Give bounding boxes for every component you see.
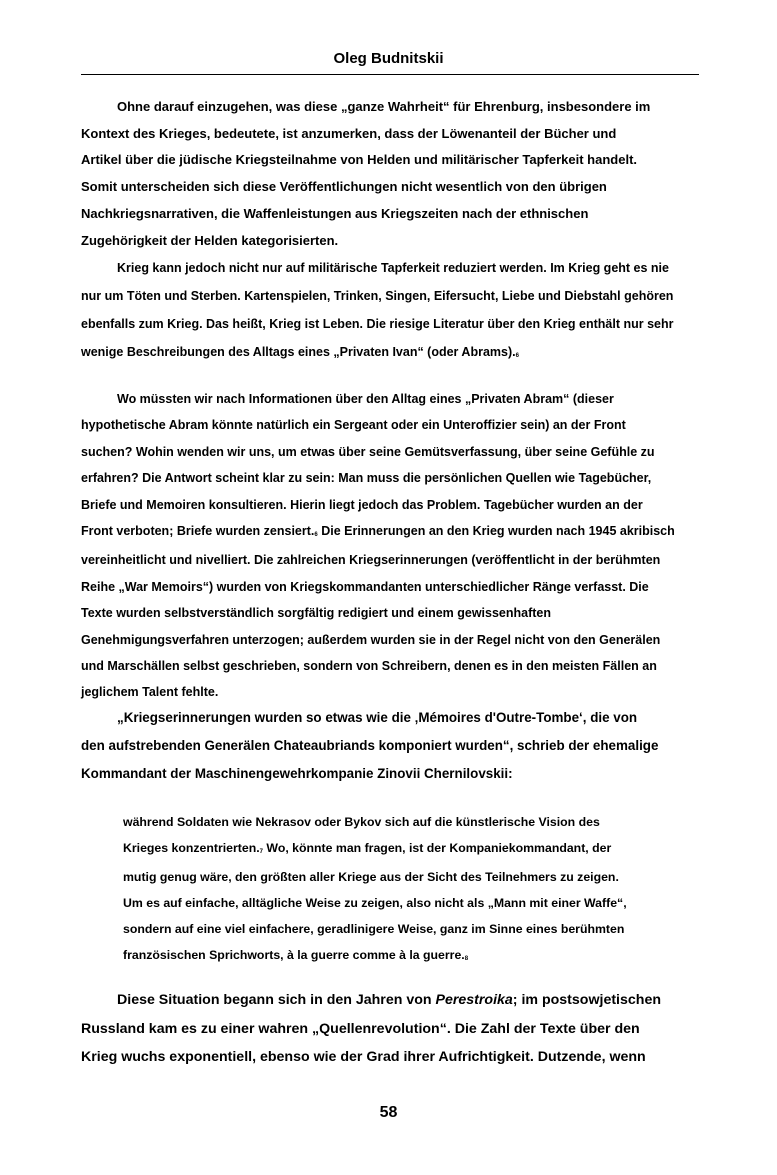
text-line — [81, 338, 699, 369]
paragraph-3 — [81, 386, 699, 706]
quote-line-part: Wo, könnte man fragen, ist der Kompaniekommandant, der — [263, 841, 612, 855]
emphasis-perestroika: Perestroika — [435, 992, 513, 1008]
header-rule — [81, 74, 699, 75]
text-line: suchen? Wohin wenden wir uns, um etwas über seine Gemütsverfassung, über seine Gefühle zu — [81, 444, 655, 459]
text-line-part: Diese Situation begann sich in den Jahren von — [117, 992, 436, 1008]
text-line — [81, 986, 699, 1015]
text-line-part: Die Erinnerungen an den Krieg wurden nach 1945 akribisch — [317, 524, 675, 539]
text-line-part: wenige Beschreibungen des Alltags eines „Privaten Ivan“ (oder Abrams). — [81, 345, 516, 359]
text-line: „Kriegserinnerungen wurden so etwas wie die ‚Mémoires d'Outre-Tombe‘, die von — [117, 710, 638, 725]
quote-line-part: französischen Sprichworts, à la guerre comme à la guerre. — [123, 948, 465, 962]
paragraph-1 — [81, 94, 699, 254]
text-line-part: ; im postsowjetischen — [512, 992, 662, 1008]
text-line: Krieg kann jedoch nicht nur auf militärische Tapferkeit reduziert werden. Im Krieg geht es nie — [117, 261, 669, 275]
quote-line: mutig genug wäre, den größten aller Kriege aus der Sicht des Teilnehmers zu zeigen. — [123, 870, 619, 884]
text-line: erfahren? Die Antwort scheint klar zu sein: Man muss die persönlichen Quellen wie Tagebücher, — [81, 471, 652, 486]
text-line: hypothetische Abram könnte natürlich ein Sergeant oder ein Unteroffizier sein) an der Front — [81, 418, 626, 433]
text-line: Reihe „War Memoirs“) wurden von Kriegskommandanten unterschiedlicher Ränge verfasst. Die — [81, 579, 649, 594]
text-line: Nachkriegsnarrativen, die Waffenleistungen aus Kriegszeiten nach der ethnischen — [81, 205, 589, 221]
text-line: Kontext des Krieges, bedeutete, ist anzumerken, dass der Löwenanteil der Bücher und — [81, 125, 617, 141]
text-line: Ohne darauf einzugehen, was diese „ganze Wahrheit“ für Ehrenburg, insbesondere im — [117, 99, 651, 114]
text-line: Genehmigungsverfahren unterzogen; außerdem wurden sie in der Regel nicht von den Generälen — [81, 632, 661, 647]
footnote-marker[interactable]: 6 — [314, 532, 318, 539]
footnote-marker[interactable]: 6 — [515, 353, 519, 359]
quote-line-part: Krieges konzentrierten. — [123, 841, 260, 855]
text-line: Russland kam es zu einer wahren „Quellenrevolution“. Die Zahl der Texte über den — [81, 1020, 640, 1037]
text-line: Wo müssten wir nach Informationen über den Alltag eines „Privaten Abram“ (dieser — [117, 392, 614, 406]
paragraph-2 — [81, 254, 699, 369]
text-line: nur um Töten und Sterben. Kartenspielen, Trinken, Singen, Eifersucht, Liebe und Diebstahl gehören — [81, 289, 674, 303]
text-line: Artikel über die jüdische Kriegsteilnahme von Helden und militärischer Tapferkeit handelt. — [81, 152, 638, 168]
quote-line — [123, 835, 663, 864]
block-quote — [123, 809, 663, 971]
text-line-part: Front verboten; Briefe wurden zensiert. — [81, 524, 315, 539]
text-line: vereinheitlicht und nivelliert. Die zahlreichen Kriegserinnerungen (veröffentlicht in der berühmten — [81, 553, 661, 568]
text-line: den aufstrebenden Generälen Chateaubriands komponiert wurden“, schrieb der ehemalige — [81, 738, 659, 753]
text-line: Texte wurden selbstverständlich sorgfältig redigiert und einem gewissenhaften — [81, 606, 552, 621]
quote-line: Um es auf einfache, alltägliche Weise zu zeigen, also nicht als „Mann mit einer Waffe“, — [123, 896, 627, 910]
text-line: ebenfalls zum Krieg. Das heißt, Krieg ist Leben. Die riesige Literatur über den Krieg enthält nur sehr — [81, 317, 674, 331]
text-line: und Marschällen selbst geschrieben, sondern von Schreibern, denen es in den meisten Fällen an — [81, 659, 657, 674]
text-line — [81, 518, 699, 547]
paragraph-5 — [81, 986, 699, 1072]
text-line: Kommandant der Maschinengewehrkompanie Zinovii Chernilovskii: — [81, 766, 513, 781]
quote-line: während Soldaten wie Nekrasov oder Bykov sich auf die künstlerische Vision des — [123, 815, 600, 829]
page-number: 58 — [379, 1104, 398, 1121]
footnote-marker[interactable]: 7 — [259, 849, 264, 855]
running-header: Oleg Budnitskii — [333, 50, 444, 67]
text-line: Somit unterscheiden sich diese Veröffentlichungen nicht wesentlich von den übrigen — [81, 179, 607, 195]
paragraph-4 — [81, 704, 699, 788]
footnote-marker[interactable]: 8 — [464, 956, 469, 962]
text-line: jeglichem Talent fehlte. — [81, 685, 219, 700]
text-line: Zugehörigkeit der Helden kategorisierten. — [81, 232, 339, 248]
text-line: Briefe und Memoiren konsultieren. Hierin liegt jedoch das Problem. Tagebücher wurden an der — [81, 497, 643, 512]
quote-line — [123, 942, 663, 971]
text-line: Krieg wuchs exponentiell, ebenso wie der Grad ihrer Aufrichtigkeit. Dutzende, wenn — [81, 1049, 646, 1065]
quote-line: sondern auf eine viel einfachere, geradlinigere Weise, ganz im Sinne eines berühmten — [123, 922, 625, 936]
